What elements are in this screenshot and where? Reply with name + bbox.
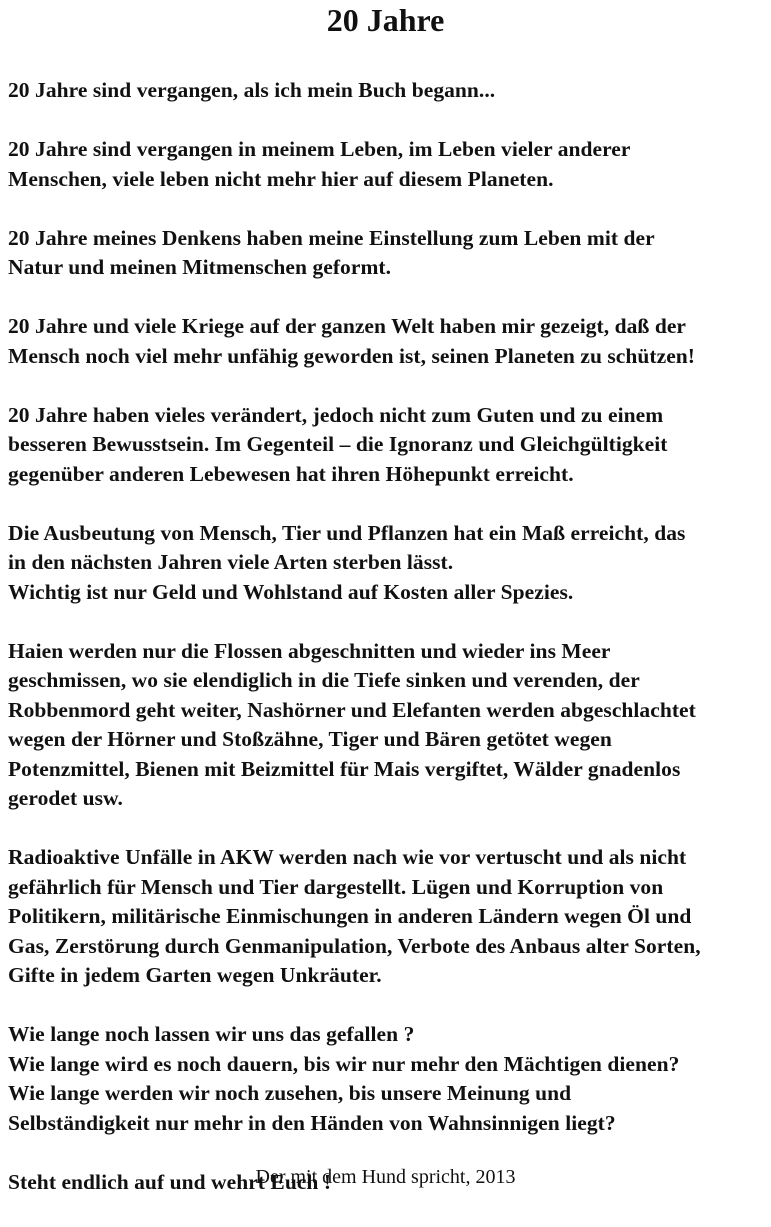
paragraph-3: [8, 224, 768, 283]
paragraph-9: [8, 1020, 768, 1138]
text-line: besseren Bewusstsein. Im Gegenteil – die Ignoranz und Gleichgültigkeit: [8, 432, 668, 456]
text-line: in den nächsten Jahren viele Arten sterben lässt.: [8, 550, 454, 574]
text-line: Politikern, militärische Einmischungen in anderen Ländern wegen Öl und: [8, 904, 692, 928]
text-line: 20 Jahre und viele Kriege auf der ganzen Welt haben mir gezeigt, daß der: [8, 314, 687, 338]
text-line: Robbenmord geht weiter, Nashörner und Elefanten werden abgeschlachtet: [8, 697, 696, 722]
text-line: Steht endlich auf und wehrt Euch !: [8, 1169, 332, 1194]
author-signature: Der mit dem Hund spricht, 2013: [255, 1166, 516, 1188]
text-line: gerodet usw.: [8, 786, 123, 810]
paragraph-5: [8, 401, 768, 490]
text-line: Wichtig ist nur Geld und Wohlstand auf Kosten aller Spezies.: [8, 579, 574, 604]
paragraph-2: [8, 135, 768, 194]
paragraph-6: [8, 519, 768, 608]
text-line: Gas, Zerstörung durch Genmanipulation, Verbote des Anbaus alter Sorten,: [8, 933, 701, 958]
document-body: [8, 76, 768, 1227]
text-line: 20 Jahre haben vieles verändert, jedoch nicht zum Guten und zu einem: [8, 402, 664, 427]
text-line: Die Ausbeutung von Mensch, Tier und Pflanzen hat ein Maß erreicht, das: [8, 520, 686, 545]
text-line: Wie lange wird es noch dauern, bis wir nur mehr den Mächtigen dienen?: [8, 1051, 680, 1076]
text-line: Menschen, viele leben nicht mehr hier auf diesem Planeten.: [8, 166, 554, 191]
paragraph-7: [8, 637, 768, 814]
text-line: Potenzmittel, Bienen mit Beizmittel für Mais vergiftet, Wälder gnadenlos: [8, 756, 681, 781]
text-line: Wie lange noch lassen wir uns das gefallen ?: [8, 1022, 415, 1046]
text-line: Selbständigkeit nur mehr in den Händen von Wahnsinnigen liegt?: [8, 1110, 616, 1135]
text-line: Mensch noch viel mehr unfähig geworden ist, seinen Planeten zu schützen!: [8, 343, 696, 368]
text-line: Haien werden nur die Flossen abgeschnitten und wieder ins Meer: [8, 638, 611, 663]
text-line: wegen der Hörner und Stoßzähne, Tiger und Bären getötet wegen: [8, 727, 612, 751]
document-title: 20 Jahre: [326, 2, 445, 38]
text-line: 20 Jahre meines Denkens haben meine Einstellung zum Leben mit der: [8, 225, 655, 250]
text-line: Wie lange werden wir noch zusehen, bis unsere Meinung und: [8, 1081, 572, 1105]
text-line: gegenüber anderen Lebewesen hat ihren Höhepunkt erreicht.: [8, 461, 574, 486]
text-line: gefährlich für Mensch und Tier dargestellt. Lügen und Korruption von: [8, 874, 664, 899]
paragraph-8: [8, 843, 768, 991]
text-line: Radioaktive Unfälle in AKW werden nach wie vor vertuscht und als nicht: [8, 845, 687, 869]
paragraph-1: [8, 76, 768, 106]
text-line: 20 Jahre sind vergangen in meinem Leben, im Leben vieler anderer: [8, 137, 631, 161]
text-line: 20 Jahre sind vergangen, als ich mein Buch begann...: [8, 78, 496, 102]
text-line: Natur und meinen Mitmenschen geformt.: [8, 255, 392, 279]
text-line: Gifte in jedem Garten wegen Unkräuter.: [8, 963, 382, 987]
text-line: geschmissen, wo sie elendiglich in die Tiefe sinken und verenden, der: [8, 668, 640, 692]
paragraph-4: [8, 312, 768, 371]
